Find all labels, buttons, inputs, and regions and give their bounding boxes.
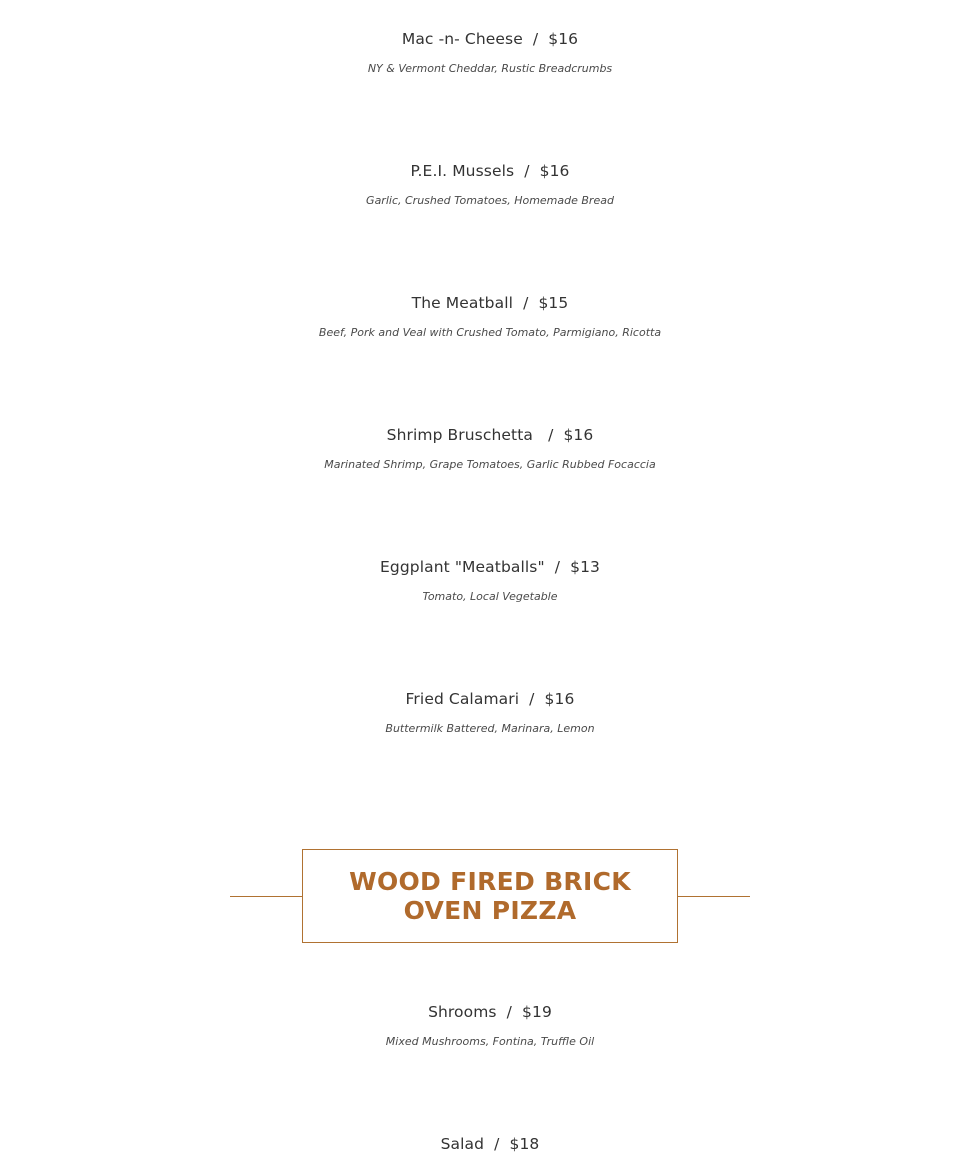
menu-item-pei-mussels bbox=[0, 161, 965, 208]
section-title-box bbox=[302, 849, 678, 943]
menu-item-title: Salad / $18 bbox=[440, 1135, 540, 1153]
menu-item-the-meatball bbox=[0, 293, 965, 340]
section-header-pizza bbox=[230, 849, 750, 943]
menu-item-shrooms bbox=[0, 1002, 965, 1049]
menu-item-fried-calamari bbox=[0, 689, 965, 736]
menu-item-description: NY & Vermont Cheddar, Rustic Breadcrumbs bbox=[367, 62, 613, 75]
section-divider-left bbox=[230, 896, 302, 897]
menu-item-description: Garlic, Crushed Tomatoes, Homemade Bread bbox=[366, 194, 614, 207]
menu-item-title: Eggplant "Meatballs" / $13 bbox=[379, 558, 601, 576]
menu-item-description: Tomato, Local Vegetable bbox=[422, 590, 558, 603]
section-title: WOOD FIRED BRICK OVEN PIZZA bbox=[349, 867, 631, 925]
menu-item-description: Beef, Pork and Veal with Crushed Tomato, Parmigiano, Ricotta bbox=[318, 326, 662, 339]
menu-item-description: Mixed Mushrooms, Fontina, Truffle Oil bbox=[385, 1035, 595, 1048]
menu-item-description: Buttermilk Battered, Marinara, Lemon bbox=[385, 722, 595, 735]
menu-item-mac-n-cheese bbox=[0, 29, 965, 76]
menu-item-title: The Meatball / $15 bbox=[411, 294, 569, 312]
menu-item-title: Shrooms / $19 bbox=[428, 1003, 552, 1021]
menu-item-salad bbox=[0, 1134, 965, 1154]
menu-item-title: Fried Calamari / $16 bbox=[405, 690, 575, 708]
section-divider-right bbox=[678, 896, 750, 897]
menu-item-title: Mac -n- Cheese / $16 bbox=[401, 30, 579, 48]
menu-item-shrimp-bruschetta bbox=[0, 425, 965, 472]
menu-item-description: Marinated Shrimp, Grape Tomatoes, Garlic Rubbed Focaccia bbox=[324, 458, 656, 471]
menu-item-title: P.E.I. Mussels / $16 bbox=[410, 162, 570, 180]
menu-item-eggplant-meatballs bbox=[0, 557, 965, 604]
menu-item-title: Shrimp Bruschetta / $16 bbox=[386, 426, 594, 444]
